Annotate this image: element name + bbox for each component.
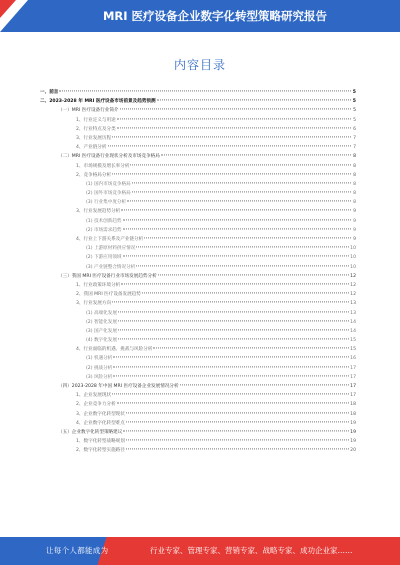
- toc-entry[interactable]: [40, 171, 356, 180]
- toc-entry-page-number: 12: [350, 292, 356, 298]
- toc-entry-label: 4、企业数字化转型难点: [76, 420, 125, 426]
- toc-entry[interactable]: [40, 345, 356, 354]
- toc-dot-leader: [132, 191, 351, 192]
- table-of-contents: [40, 88, 356, 456]
- toc-entry[interactable]: [40, 354, 356, 363]
- toc-entry-page-number: 13: [350, 310, 356, 316]
- toc-dot-leader: [117, 118, 351, 119]
- toc-dot-leader: [117, 403, 349, 404]
- toc-entry[interactable]: [40, 143, 356, 152]
- toc-dot-leader: [126, 449, 349, 450]
- toc-entry-label: (4) 数字化发展: [86, 338, 117, 344]
- toc-dot-leader: [144, 237, 351, 238]
- toc-dot-leader: [123, 219, 351, 220]
- toc-dot-leader: [123, 430, 349, 431]
- toc-entry-page-number: 10: [350, 246, 356, 252]
- toc-dot-leader: [118, 329, 349, 330]
- toc-entry-label: 3、行业发展历程: [76, 135, 112, 141]
- toc-entry-label: 2、竞争格局分析: [76, 172, 112, 178]
- toc-entry[interactable]: [40, 244, 356, 253]
- toc-dot-leader: [113, 357, 349, 358]
- toc-entry[interactable]: [40, 428, 356, 437]
- toc-entry-page-number: 20: [350, 448, 356, 454]
- toc-entry[interactable]: [40, 189, 356, 198]
- toc-dot-leader: [123, 256, 350, 257]
- toc-entry[interactable]: [40, 336, 356, 345]
- toc-entry-label: 1、企业发展现状: [76, 393, 112, 399]
- toc-entry-label: 2、我国 MRI 医疗设备发展趋势: [76, 292, 141, 298]
- toc-entry-page-number: 5: [352, 90, 356, 95]
- toc-dot-leader: [117, 127, 351, 128]
- toc-dot-leader: [113, 375, 349, 376]
- toc-entry-page-number: 17: [350, 384, 356, 389]
- toc-dot-leader: [118, 338, 349, 339]
- toc-entry[interactable]: [40, 217, 356, 226]
- toc-entry-label: 一、前言: [40, 90, 59, 95]
- toc-entry[interactable]: [40, 180, 356, 189]
- toc-entry[interactable]: [40, 327, 356, 336]
- toc-entry-page-number: 19: [350, 439, 356, 445]
- toc-dot-leader: [132, 182, 351, 183]
- toc-entry-page-number: 14: [350, 319, 356, 325]
- toc-dot-leader: [118, 311, 349, 312]
- toc-entry[interactable]: [40, 410, 356, 419]
- toc-entry-label: (1) 机遇分析: [86, 356, 113, 362]
- toc-entry-page-number: 19: [350, 420, 356, 426]
- toc-dot-leader: [158, 274, 349, 275]
- toc-entry[interactable]: [40, 281, 356, 290]
- toc-dot-leader: [136, 247, 349, 248]
- toc-entry-page-number: 5: [353, 117, 356, 123]
- toc-dot-leader: [112, 136, 351, 137]
- toc-entry-page-number: 8: [353, 163, 356, 169]
- toc-entry[interactable]: [40, 364, 356, 373]
- toc-entry-page-number: 17: [350, 365, 356, 371]
- toc-dot-leader: [112, 394, 349, 395]
- toc-entry-page-number: 18: [350, 411, 356, 417]
- toc-entry-page-number: 5: [352, 99, 356, 105]
- toc-entry-label: 2、行业特点及分类: [76, 126, 116, 132]
- toc-entry-label: 3、企业数字化转型现状: [76, 411, 125, 417]
- toc-entry-page-number: 17: [350, 374, 356, 380]
- toc-dot-leader: [180, 384, 350, 385]
- toc-entry[interactable]: [40, 299, 356, 308]
- toc-entry[interactable]: [40, 152, 356, 161]
- toc-entry-label: （一）MRI 医疗设备行业简介: [58, 108, 119, 114]
- toc-entry[interactable]: [40, 290, 356, 299]
- toc-entry-label: 2、企业竞争力分析: [76, 402, 116, 408]
- toc-entry-page-number: 12: [350, 273, 356, 279]
- toc-entry[interactable]: [40, 253, 356, 262]
- toc-dot-leader: [108, 146, 352, 147]
- toc-dot-leader: [153, 348, 349, 349]
- toc-entry-page-number: 5: [353, 108, 356, 114]
- toc-entry[interactable]: [40, 207, 356, 216]
- toc-dot-leader: [130, 164, 351, 165]
- toc-entry[interactable]: [40, 226, 356, 235]
- toc-entry[interactable]: [40, 382, 356, 391]
- footer-slogan-right: 行业专家、管理专家、营销专家、战略专家、成功企业家……: [150, 546, 353, 555]
- toc-entry[interactable]: [40, 400, 356, 409]
- toc-dot-leader: [121, 283, 349, 284]
- toc-entry-page-number: 8: [353, 154, 356, 160]
- toc-dot-leader: [157, 100, 351, 101]
- toc-dot-leader: [136, 265, 349, 266]
- toc-entry-page-number: 6: [353, 126, 356, 132]
- toc-entry-label: 4、行业面临的机遇、挑战与风险分析: [76, 347, 153, 353]
- toc-entry-label: (2) 挑战分析: [86, 365, 113, 371]
- toc-entry-page-number: 14: [350, 328, 356, 334]
- toc-entry[interactable]: [40, 235, 356, 244]
- toc-entry-page-number: 18: [350, 402, 356, 408]
- toc-dot-leader: [127, 201, 351, 202]
- toc-entry-label: 3、行业发展方向: [76, 301, 112, 307]
- toc-entry-label: (3) 风险分析: [86, 374, 113, 380]
- toc-entry[interactable]: [40, 97, 356, 106]
- toc-entry-page-number: 8: [353, 181, 356, 187]
- toc-entry-label: (1) 高端化发展: [86, 310, 117, 316]
- toc-entry[interactable]: [40, 162, 356, 171]
- toc-entry-label: （五）企业数字化转型策略建议: [58, 429, 123, 435]
- toc-entry-label: 1、市场规模及增长率分析: [76, 163, 130, 169]
- toc-dot-leader: [142, 293, 349, 294]
- toc-entry-label: (1) 国内市场竞争格局: [86, 181, 131, 187]
- toc-entry[interactable]: [40, 373, 356, 382]
- toc-dot-leader: [112, 302, 349, 303]
- toc-dot-leader: [123, 228, 351, 229]
- toc-entry-label: 3、行业发展趋势分析: [76, 209, 121, 215]
- toc-entry-page-number: 16: [350, 356, 356, 362]
- toc-entry[interactable]: [40, 309, 356, 318]
- toc-entry[interactable]: [40, 198, 356, 207]
- toc-entry-page-number: 19: [350, 429, 356, 435]
- toc-entry[interactable]: [40, 125, 356, 134]
- toc-entry[interactable]: [40, 391, 356, 400]
- toc-dot-leader: [118, 320, 349, 321]
- toc-entry-page-number: 13: [350, 301, 356, 307]
- report-footer: [0, 537, 400, 565]
- toc-dot-leader: [121, 210, 351, 211]
- toc-entry[interactable]: [40, 106, 356, 115]
- toc-entry-page-number: 12: [350, 282, 356, 288]
- toc-entry-label: (2) 国外市场竞争格局: [86, 191, 131, 197]
- toc-entry[interactable]: [40, 116, 356, 125]
- toc-entry-page-number: 10: [350, 255, 356, 261]
- toc-heading: 内容目录: [173, 58, 226, 72]
- toc-entry-page-number: 7: [353, 135, 356, 141]
- toc-entry-page-number: 8: [353, 200, 356, 206]
- toc-entry-label: (1) 技术创新趋势: [86, 218, 122, 224]
- toc-entry-page-number: 9: [353, 227, 356, 233]
- toc-entry-label: 1、数字化转型战略规划: [76, 439, 125, 445]
- report-header: [0, 0, 400, 32]
- toc-entry-label: (2) 智能化发展: [86, 319, 117, 325]
- toc-dot-leader: [113, 366, 349, 367]
- toc-dot-leader: [126, 440, 349, 441]
- footer-slogan-left: 让每个人都能成为: [46, 546, 109, 555]
- toc-dot-leader: [126, 412, 349, 413]
- toc-dot-leader: [120, 109, 351, 110]
- toc-entry-page-number: 7: [353, 145, 356, 151]
- toc-entry-label: （四）2023-2028 年中国 MRI 医疗设备企业发展情况分析: [58, 384, 179, 389]
- toc-entry-page-number: 15: [350, 338, 356, 344]
- toc-entry-label: 1、行业政策环境分析: [76, 282, 121, 288]
- toc-entry-page-number: 8: [353, 191, 356, 197]
- toc-entry-label: （三）我国 MRI 医疗设备行业市场发展趋势分析: [58, 273, 157, 279]
- report-title: MRI 医疗设备企业数字化转型策略研究报告: [102, 9, 328, 23]
- toc-entry-label: 4、产业链分析: [76, 145, 107, 151]
- toc-entry[interactable]: [40, 272, 356, 281]
- toc-dot-leader: [112, 173, 351, 174]
- toc-entry[interactable]: [40, 263, 356, 272]
- toc-entry-label: 2、数字化转型实施路径: [76, 448, 125, 454]
- toc-entry-page-number: 15: [350, 347, 356, 353]
- toc-entry[interactable]: [40, 318, 356, 327]
- toc-entry-page-number: 8: [353, 172, 356, 178]
- toc-entry-page-number: 9: [353, 237, 356, 242]
- toc-entry[interactable]: [40, 446, 356, 455]
- toc-entry[interactable]: [40, 419, 356, 428]
- toc-entry-label: (1) 上游原材料供应情况: [86, 246, 136, 252]
- toc-dot-leader: [161, 155, 351, 156]
- toc-entry-label: (2) 下游应用领域: [86, 255, 122, 261]
- toc-entry[interactable]: [40, 437, 356, 446]
- toc-entry-label: 4、行业上下游关系及产业链分析: [76, 237, 144, 242]
- toc-entry-page-number: 9: [353, 209, 356, 215]
- toc-entry[interactable]: [40, 88, 356, 97]
- toc-entry-label: (3) 行业集中度分析: [86, 200, 127, 206]
- header-corner-accent: [0, 0, 16, 18]
- toc-entry-page-number: 17: [350, 393, 356, 399]
- toc-dot-leader: [59, 90, 351, 91]
- toc-entry-page-number: 10: [350, 264, 356, 270]
- toc-entry-page-number: 9: [353, 218, 356, 224]
- toc-entry-label: （二）MRI 医疗设备行业现状分析及市场竞争格局: [58, 154, 160, 160]
- toc-entry-label: (2) 市场需求趋势: [86, 227, 122, 233]
- toc-entry-label: (3) 产业链整合情况分析: [86, 264, 136, 270]
- toc-entry-label: 1、行业定义与用途: [76, 117, 116, 123]
- toc-entry-label: (3) 国产化发展: [86, 328, 117, 334]
- toc-entry[interactable]: [40, 134, 356, 143]
- toc-dot-leader: [126, 421, 349, 422]
- toc-entry-label: 二、2023-2028 年 MRI 医疗设备市场前景及趋势预测: [40, 99, 156, 105]
